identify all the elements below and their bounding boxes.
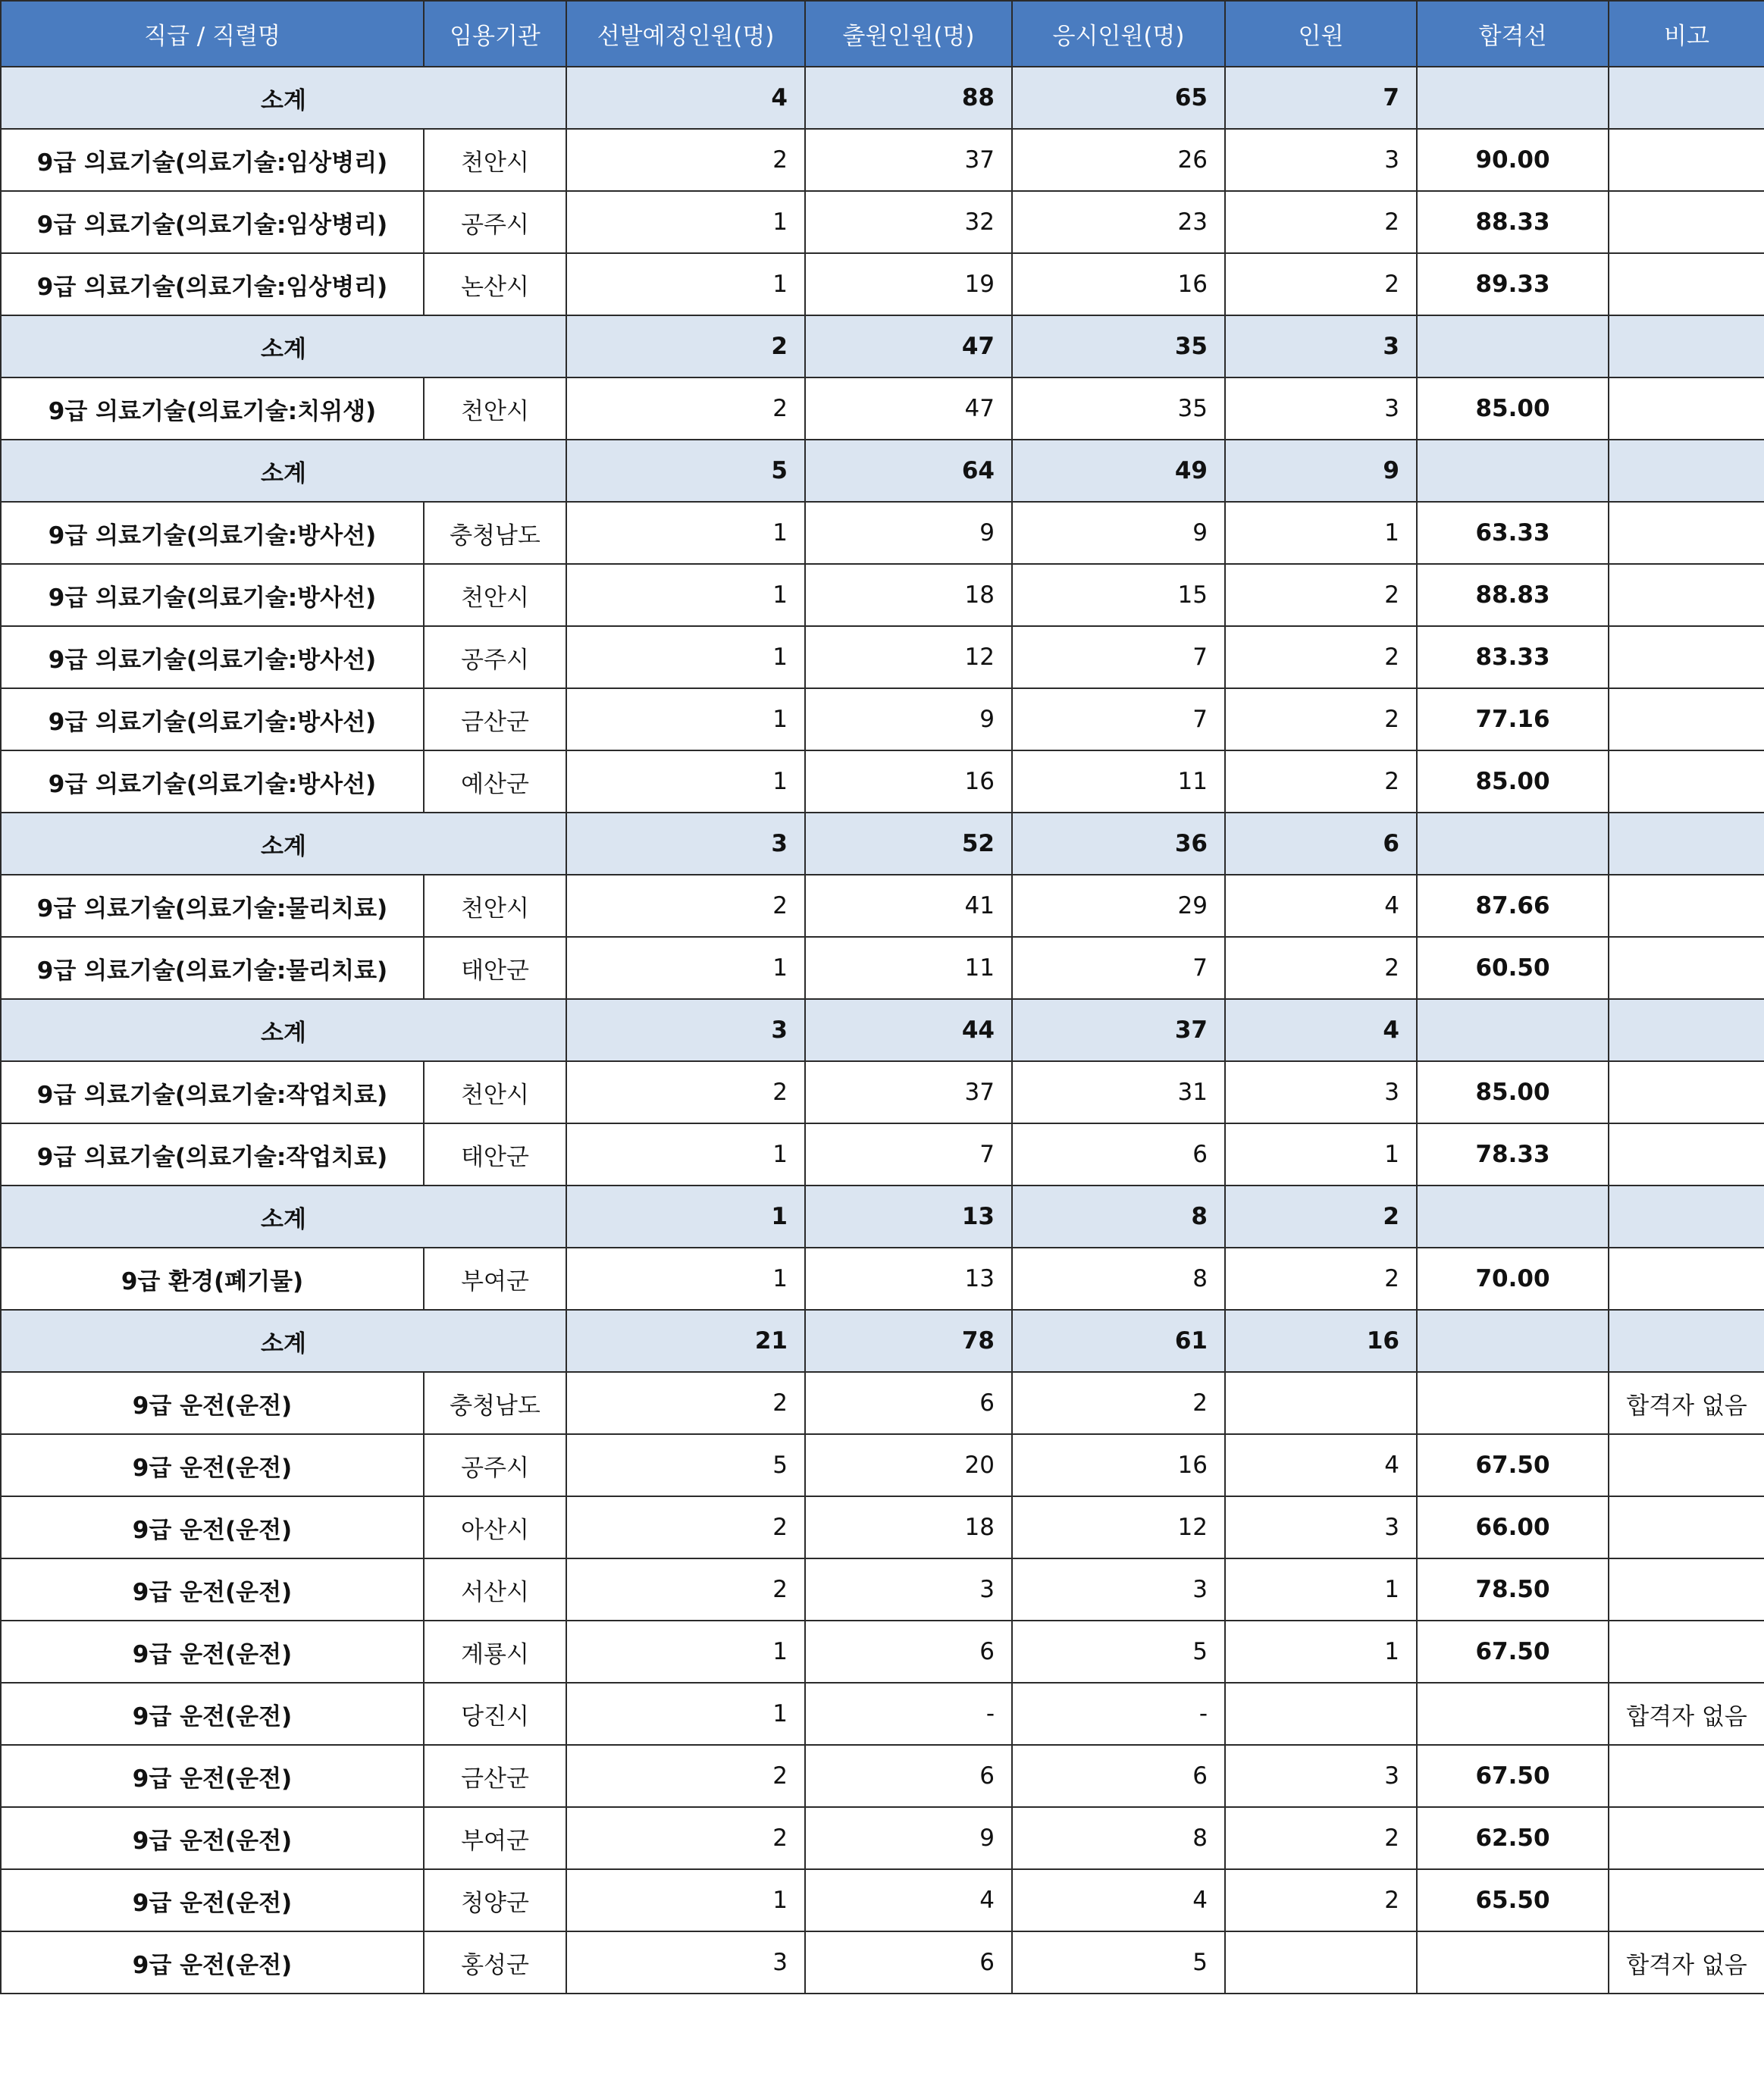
note-cell — [1609, 502, 1764, 564]
agency-cell: 천안시 — [424, 377, 566, 440]
note-cell — [1609, 253, 1764, 315]
table-header — [1, 1, 1764, 67]
job-cell: 9급 운전(운전) — [1, 1434, 424, 1496]
agency-cell: 천안시 — [424, 875, 566, 937]
passed-cell: 4 — [1225, 1434, 1417, 1496]
tested-cell: 15 — [1012, 564, 1225, 626]
planned-cell: 1 — [566, 1683, 805, 1745]
job-cell: 9급 의료기술(의료기술:임상병리) — [1, 191, 424, 253]
passed-cell: 4 — [1225, 999, 1417, 1061]
job-cell: 9급 의료기술(의료기술:방사선) — [1, 502, 424, 564]
passed-cell: 2 — [1225, 1248, 1417, 1310]
passed-cell: 2 — [1225, 1186, 1417, 1248]
planned-cell: 2 — [566, 1558, 805, 1621]
planned-cell: 3 — [566, 813, 805, 875]
planned-cell: 3 — [566, 1931, 805, 1994]
passed-cell: 2 — [1225, 937, 1417, 999]
tested-cell: 6 — [1012, 1745, 1225, 1807]
table-row — [1, 937, 1764, 999]
passed-cell: 9 — [1225, 440, 1417, 502]
table-row — [1, 1621, 1764, 1683]
planned-cell: 2 — [566, 129, 805, 191]
agency-cell: 공주시 — [424, 1434, 566, 1496]
planned-cell: 1 — [566, 1248, 805, 1310]
job-cell: 9급 의료기술(의료기술:임상병리) — [1, 129, 424, 191]
cutoff-cell: 60.50 — [1417, 937, 1609, 999]
cutoff-cell: 88.83 — [1417, 564, 1609, 626]
cutoff-cell: 70.00 — [1417, 1248, 1609, 1310]
agency-cell: 금산군 — [424, 688, 566, 750]
passed-cell: 2 — [1225, 253, 1417, 315]
job-cell: 9급 운전(운전) — [1, 1558, 424, 1621]
tested-cell: 8 — [1012, 1186, 1225, 1248]
planned-cell: 1 — [566, 564, 805, 626]
cutoff-cell: 85.00 — [1417, 377, 1609, 440]
job-cell: 9급 운전(운전) — [1, 1496, 424, 1558]
tested-cell: 8 — [1012, 1807, 1225, 1869]
applied-cell: 19 — [805, 253, 1012, 315]
tested-cell: 61 — [1012, 1310, 1225, 1372]
applied-cell: 13 — [805, 1186, 1012, 1248]
applied-cell: 47 — [805, 377, 1012, 440]
agency-cell: 부여군 — [424, 1807, 566, 1869]
planned-cell: 21 — [566, 1310, 805, 1372]
cutoff-cell: 90.00 — [1417, 129, 1609, 191]
agency-cell: 천안시 — [424, 1061, 566, 1123]
applied-cell: 64 — [805, 440, 1012, 502]
applied-cell: 9 — [805, 1807, 1012, 1869]
header-planned: 선발예정인원(명) — [566, 1, 805, 67]
header-tested: 응시인원(명) — [1012, 1, 1225, 67]
planned-cell: 1 — [566, 1621, 805, 1683]
job-cell: 9급 운전(운전) — [1, 1807, 424, 1869]
note-cell — [1609, 1310, 1764, 1372]
applied-cell: 7 — [805, 1123, 1012, 1186]
passed-cell: 2 — [1225, 688, 1417, 750]
job-cell: 9급 운전(운전) — [1, 1931, 424, 1994]
subtotal-row — [1, 1186, 1764, 1248]
passed-cell: 2 — [1225, 1807, 1417, 1869]
table-row — [1, 1434, 1764, 1496]
job-cell: 9급 운전(운전) — [1, 1683, 424, 1745]
passed-cell: 2 — [1225, 564, 1417, 626]
cutoff-cell: 88.33 — [1417, 191, 1609, 253]
planned-cell: 4 — [566, 67, 805, 129]
applied-cell: 18 — [805, 1496, 1012, 1558]
note-cell — [1609, 1248, 1764, 1310]
note-cell — [1609, 1496, 1764, 1558]
table-row — [1, 377, 1764, 440]
note-cell — [1609, 875, 1764, 937]
tested-cell: 5 — [1012, 1621, 1225, 1683]
table-row — [1, 191, 1764, 253]
agency-cell: 태안군 — [424, 937, 566, 999]
planned-cell: 2 — [566, 1496, 805, 1558]
planned-cell: 2 — [566, 377, 805, 440]
table-row — [1, 1372, 1764, 1434]
job-cell: 9급 운전(운전) — [1, 1621, 424, 1683]
note-cell: 합격자 없음 — [1609, 1931, 1764, 1994]
agency-cell: 금산군 — [424, 1745, 566, 1807]
job-cell: 9급 의료기술(의료기술:물리치료) — [1, 875, 424, 937]
passed-cell: 2 — [1225, 191, 1417, 253]
agency-cell: 예산군 — [424, 750, 566, 813]
header-cutoff: 합격선 — [1417, 1, 1609, 67]
planned-cell: 2 — [566, 1372, 805, 1434]
agency-cell: 공주시 — [424, 191, 566, 253]
agency-cell: 서산시 — [424, 1558, 566, 1621]
table-row — [1, 1869, 1764, 1931]
passed-cell — [1225, 1683, 1417, 1745]
cutoff-cell — [1417, 1310, 1609, 1372]
cutoff-cell: 78.50 — [1417, 1558, 1609, 1621]
subtotal-label: 소계 — [1, 1186, 566, 1248]
agency-cell: 홍성군 — [424, 1931, 566, 1994]
applied-cell: 37 — [805, 1061, 1012, 1123]
job-cell: 9급 운전(운전) — [1, 1869, 424, 1931]
subtotal-label: 소계 — [1, 1310, 566, 1372]
job-cell: 9급 운전(운전) — [1, 1372, 424, 1434]
table-row — [1, 1123, 1764, 1186]
applied-cell: 32 — [805, 191, 1012, 253]
table-row — [1, 750, 1764, 813]
subtotal-label: 소계 — [1, 440, 566, 502]
cutoff-cell: 62.50 — [1417, 1807, 1609, 1869]
cutoff-cell: 67.50 — [1417, 1745, 1609, 1807]
note-cell — [1609, 1745, 1764, 1807]
agency-cell: 천안시 — [424, 129, 566, 191]
passed-cell: 1 — [1225, 1123, 1417, 1186]
cutoff-cell — [1417, 67, 1609, 129]
cutoff-cell: 78.33 — [1417, 1123, 1609, 1186]
cutoff-cell — [1417, 999, 1609, 1061]
note-cell — [1609, 688, 1764, 750]
note-cell: 합격자 없음 — [1609, 1372, 1764, 1434]
header-job: 직급 / 직렬명 — [1, 1, 424, 67]
passed-cell: 3 — [1225, 129, 1417, 191]
cutoff-cell — [1417, 440, 1609, 502]
note-cell — [1609, 1061, 1764, 1123]
job-cell: 9급 의료기술(의료기술:방사선) — [1, 564, 424, 626]
applied-cell: 6 — [805, 1745, 1012, 1807]
table-row — [1, 1745, 1764, 1807]
planned-cell: 2 — [566, 315, 805, 377]
applied-cell: 13 — [805, 1248, 1012, 1310]
applied-cell: 44 — [805, 999, 1012, 1061]
tested-cell: 9 — [1012, 502, 1225, 564]
agency-cell: 충청남도 — [424, 502, 566, 564]
note-cell — [1609, 1434, 1764, 1496]
tested-cell: 23 — [1012, 191, 1225, 253]
tested-cell: 35 — [1012, 377, 1225, 440]
planned-cell: 1 — [566, 191, 805, 253]
passed-cell: 4 — [1225, 875, 1417, 937]
applied-cell: 16 — [805, 750, 1012, 813]
cutoff-cell: 85.00 — [1417, 1061, 1609, 1123]
applied-cell: 6 — [805, 1372, 1012, 1434]
planned-cell: 5 — [566, 440, 805, 502]
note-cell — [1609, 750, 1764, 813]
table-row — [1, 1496, 1764, 1558]
subtotal-label: 소계 — [1, 999, 566, 1061]
passed-cell — [1225, 1372, 1417, 1434]
passed-cell: 3 — [1225, 1745, 1417, 1807]
header-row — [1, 1, 1764, 67]
applied-cell: 47 — [805, 315, 1012, 377]
cutoff-cell — [1417, 315, 1609, 377]
applied-cell: 20 — [805, 1434, 1012, 1496]
planned-cell: 5 — [566, 1434, 805, 1496]
agency-cell: 아산시 — [424, 1496, 566, 1558]
applied-cell: - — [805, 1683, 1012, 1745]
tested-cell: 4 — [1012, 1869, 1225, 1931]
planned-cell: 2 — [566, 1807, 805, 1869]
note-cell — [1609, 1869, 1764, 1931]
tested-cell: 31 — [1012, 1061, 1225, 1123]
planned-cell: 1 — [566, 1869, 805, 1931]
header-passed: 인원 — [1225, 1, 1417, 67]
passed-cell: 16 — [1225, 1310, 1417, 1372]
applied-cell: 6 — [805, 1931, 1012, 1994]
agency-cell: 천안시 — [424, 564, 566, 626]
tested-cell: 16 — [1012, 253, 1225, 315]
tested-cell: 5 — [1012, 1931, 1225, 1994]
planned-cell: 1 — [566, 1186, 805, 1248]
agency-cell: 부여군 — [424, 1248, 566, 1310]
table-row — [1, 626, 1764, 688]
cutoff-cell: 89.33 — [1417, 253, 1609, 315]
passed-cell: 2 — [1225, 626, 1417, 688]
planned-cell: 1 — [566, 253, 805, 315]
table-row — [1, 1807, 1764, 1869]
applied-cell: 88 — [805, 67, 1012, 129]
cutoff-cell: 87.66 — [1417, 875, 1609, 937]
table-row — [1, 1061, 1764, 1123]
applied-cell: 3 — [805, 1558, 1012, 1621]
table-row — [1, 502, 1764, 564]
applied-cell: 9 — [805, 688, 1012, 750]
applied-cell: 37 — [805, 129, 1012, 191]
passed-cell: 2 — [1225, 1869, 1417, 1931]
agency-cell: 논산시 — [424, 253, 566, 315]
note-cell — [1609, 937, 1764, 999]
subtotal-row — [1, 813, 1764, 875]
job-cell: 9급 의료기술(의료기술:임상병리) — [1, 253, 424, 315]
agency-cell: 충청남도 — [424, 1372, 566, 1434]
note-cell — [1609, 1186, 1764, 1248]
note-cell — [1609, 1807, 1764, 1869]
planned-cell: 2 — [566, 1745, 805, 1807]
subtotal-label: 소계 — [1, 67, 566, 129]
planned-cell: 2 — [566, 1061, 805, 1123]
agency-cell: 당진시 — [424, 1683, 566, 1745]
passed-cell: 3 — [1225, 315, 1417, 377]
subtotal-row — [1, 1310, 1764, 1372]
passed-cell — [1225, 1931, 1417, 1994]
applied-cell: 41 — [805, 875, 1012, 937]
planned-cell: 3 — [566, 999, 805, 1061]
agency-cell: 공주시 — [424, 626, 566, 688]
cutoff-cell — [1417, 1372, 1609, 1434]
applied-cell: 11 — [805, 937, 1012, 999]
tested-cell: 6 — [1012, 1123, 1225, 1186]
passed-cell: 1 — [1225, 502, 1417, 564]
cutoff-cell: 77.16 — [1417, 688, 1609, 750]
passed-cell: 7 — [1225, 67, 1417, 129]
applied-cell: 52 — [805, 813, 1012, 875]
subtotal-row — [1, 315, 1764, 377]
note-cell — [1609, 999, 1764, 1061]
tested-cell: 7 — [1012, 626, 1225, 688]
table-row — [1, 1683, 1764, 1745]
planned-cell: 1 — [566, 626, 805, 688]
note-cell — [1609, 1558, 1764, 1621]
tested-cell: 7 — [1012, 688, 1225, 750]
passed-cell: 3 — [1225, 377, 1417, 440]
header-note: 비고 — [1609, 1, 1764, 67]
planned-cell: 1 — [566, 688, 805, 750]
table-row — [1, 253, 1764, 315]
job-cell: 9급 의료기술(의료기술:방사선) — [1, 750, 424, 813]
job-cell: 9급 환경(폐기물) — [1, 1248, 424, 1310]
note-cell: 합격자 없음 — [1609, 1683, 1764, 1745]
table-row — [1, 564, 1764, 626]
applied-cell: 4 — [805, 1869, 1012, 1931]
cutoff-cell — [1417, 813, 1609, 875]
header-applied: 출원인원(명) — [805, 1, 1012, 67]
job-cell: 9급 운전(운전) — [1, 1745, 424, 1807]
applied-cell: 9 — [805, 502, 1012, 564]
cutoff-cell — [1417, 1931, 1609, 1994]
tested-cell: 16 — [1012, 1434, 1225, 1496]
note-cell — [1609, 315, 1764, 377]
agency-cell: 계룡시 — [424, 1621, 566, 1683]
tested-cell: 3 — [1012, 1558, 1225, 1621]
planned-cell: 1 — [566, 937, 805, 999]
tested-cell: 2 — [1012, 1372, 1225, 1434]
tested-cell: - — [1012, 1683, 1225, 1745]
applied-cell: 78 — [805, 1310, 1012, 1372]
planned-cell: 1 — [566, 502, 805, 564]
agency-cell: 태안군 — [424, 1123, 566, 1186]
agency-cell: 청양군 — [424, 1869, 566, 1931]
table-row — [1, 1248, 1764, 1310]
tested-cell: 7 — [1012, 937, 1225, 999]
passed-cell: 6 — [1225, 813, 1417, 875]
applied-cell: 6 — [805, 1621, 1012, 1683]
subtotal-label: 소계 — [1, 315, 566, 377]
note-cell — [1609, 440, 1764, 502]
tested-cell: 26 — [1012, 129, 1225, 191]
tested-cell: 11 — [1012, 750, 1225, 813]
passed-cell: 1 — [1225, 1558, 1417, 1621]
planned-cell: 2 — [566, 875, 805, 937]
planned-cell: 1 — [566, 1123, 805, 1186]
cutoff-cell: 65.50 — [1417, 1869, 1609, 1931]
note-cell — [1609, 67, 1764, 129]
cutoff-cell: 67.50 — [1417, 1621, 1609, 1683]
tested-cell: 8 — [1012, 1248, 1225, 1310]
job-cell: 9급 의료기술(의료기술:작업치료) — [1, 1123, 424, 1186]
cutoff-cell — [1417, 1186, 1609, 1248]
tested-cell: 36 — [1012, 813, 1225, 875]
passed-cell: 1 — [1225, 1621, 1417, 1683]
header-agency: 임용기관 — [424, 1, 566, 67]
cutoff-cell: 63.33 — [1417, 502, 1609, 564]
cutoff-cell: 67.50 — [1417, 1434, 1609, 1496]
note-cell — [1609, 377, 1764, 440]
passed-cell: 2 — [1225, 750, 1417, 813]
cutoff-cell: 83.33 — [1417, 626, 1609, 688]
tested-cell: 29 — [1012, 875, 1225, 937]
tested-cell: 35 — [1012, 315, 1225, 377]
table-row — [1, 1931, 1764, 1994]
table-row — [1, 1558, 1764, 1621]
passed-cell: 3 — [1225, 1061, 1417, 1123]
table-row — [1, 875, 1764, 937]
job-cell: 9급 의료기술(의료기술:방사선) — [1, 626, 424, 688]
subtotal-row — [1, 999, 1764, 1061]
job-cell: 9급 의료기술(의료기술:물리치료) — [1, 937, 424, 999]
job-cell: 9급 의료기술(의료기술:치위생) — [1, 377, 424, 440]
table-row — [1, 688, 1764, 750]
planned-cell: 1 — [566, 750, 805, 813]
note-cell — [1609, 1621, 1764, 1683]
tested-cell: 65 — [1012, 67, 1225, 129]
applied-cell: 12 — [805, 626, 1012, 688]
note-cell — [1609, 626, 1764, 688]
table-body — [1, 67, 1764, 1994]
tested-cell: 12 — [1012, 1496, 1225, 1558]
note-cell — [1609, 191, 1764, 253]
table-row — [1, 129, 1764, 191]
tested-cell: 37 — [1012, 999, 1225, 1061]
note-cell — [1609, 813, 1764, 875]
note-cell — [1609, 129, 1764, 191]
note-cell — [1609, 564, 1764, 626]
job-cell: 9급 의료기술(의료기술:방사선) — [1, 688, 424, 750]
passed-cell: 3 — [1225, 1496, 1417, 1558]
subtotal-row — [1, 440, 1764, 502]
subtotal-label: 소계 — [1, 813, 566, 875]
tested-cell: 49 — [1012, 440, 1225, 502]
subtotal-row — [1, 67, 1764, 129]
cutoff-cell: 85.00 — [1417, 750, 1609, 813]
job-cell: 9급 의료기술(의료기술:작업치료) — [1, 1061, 424, 1123]
cutoff-cell: 66.00 — [1417, 1496, 1609, 1558]
cutoff-cell — [1417, 1683, 1609, 1745]
note-cell — [1609, 1123, 1764, 1186]
applied-cell: 18 — [805, 564, 1012, 626]
